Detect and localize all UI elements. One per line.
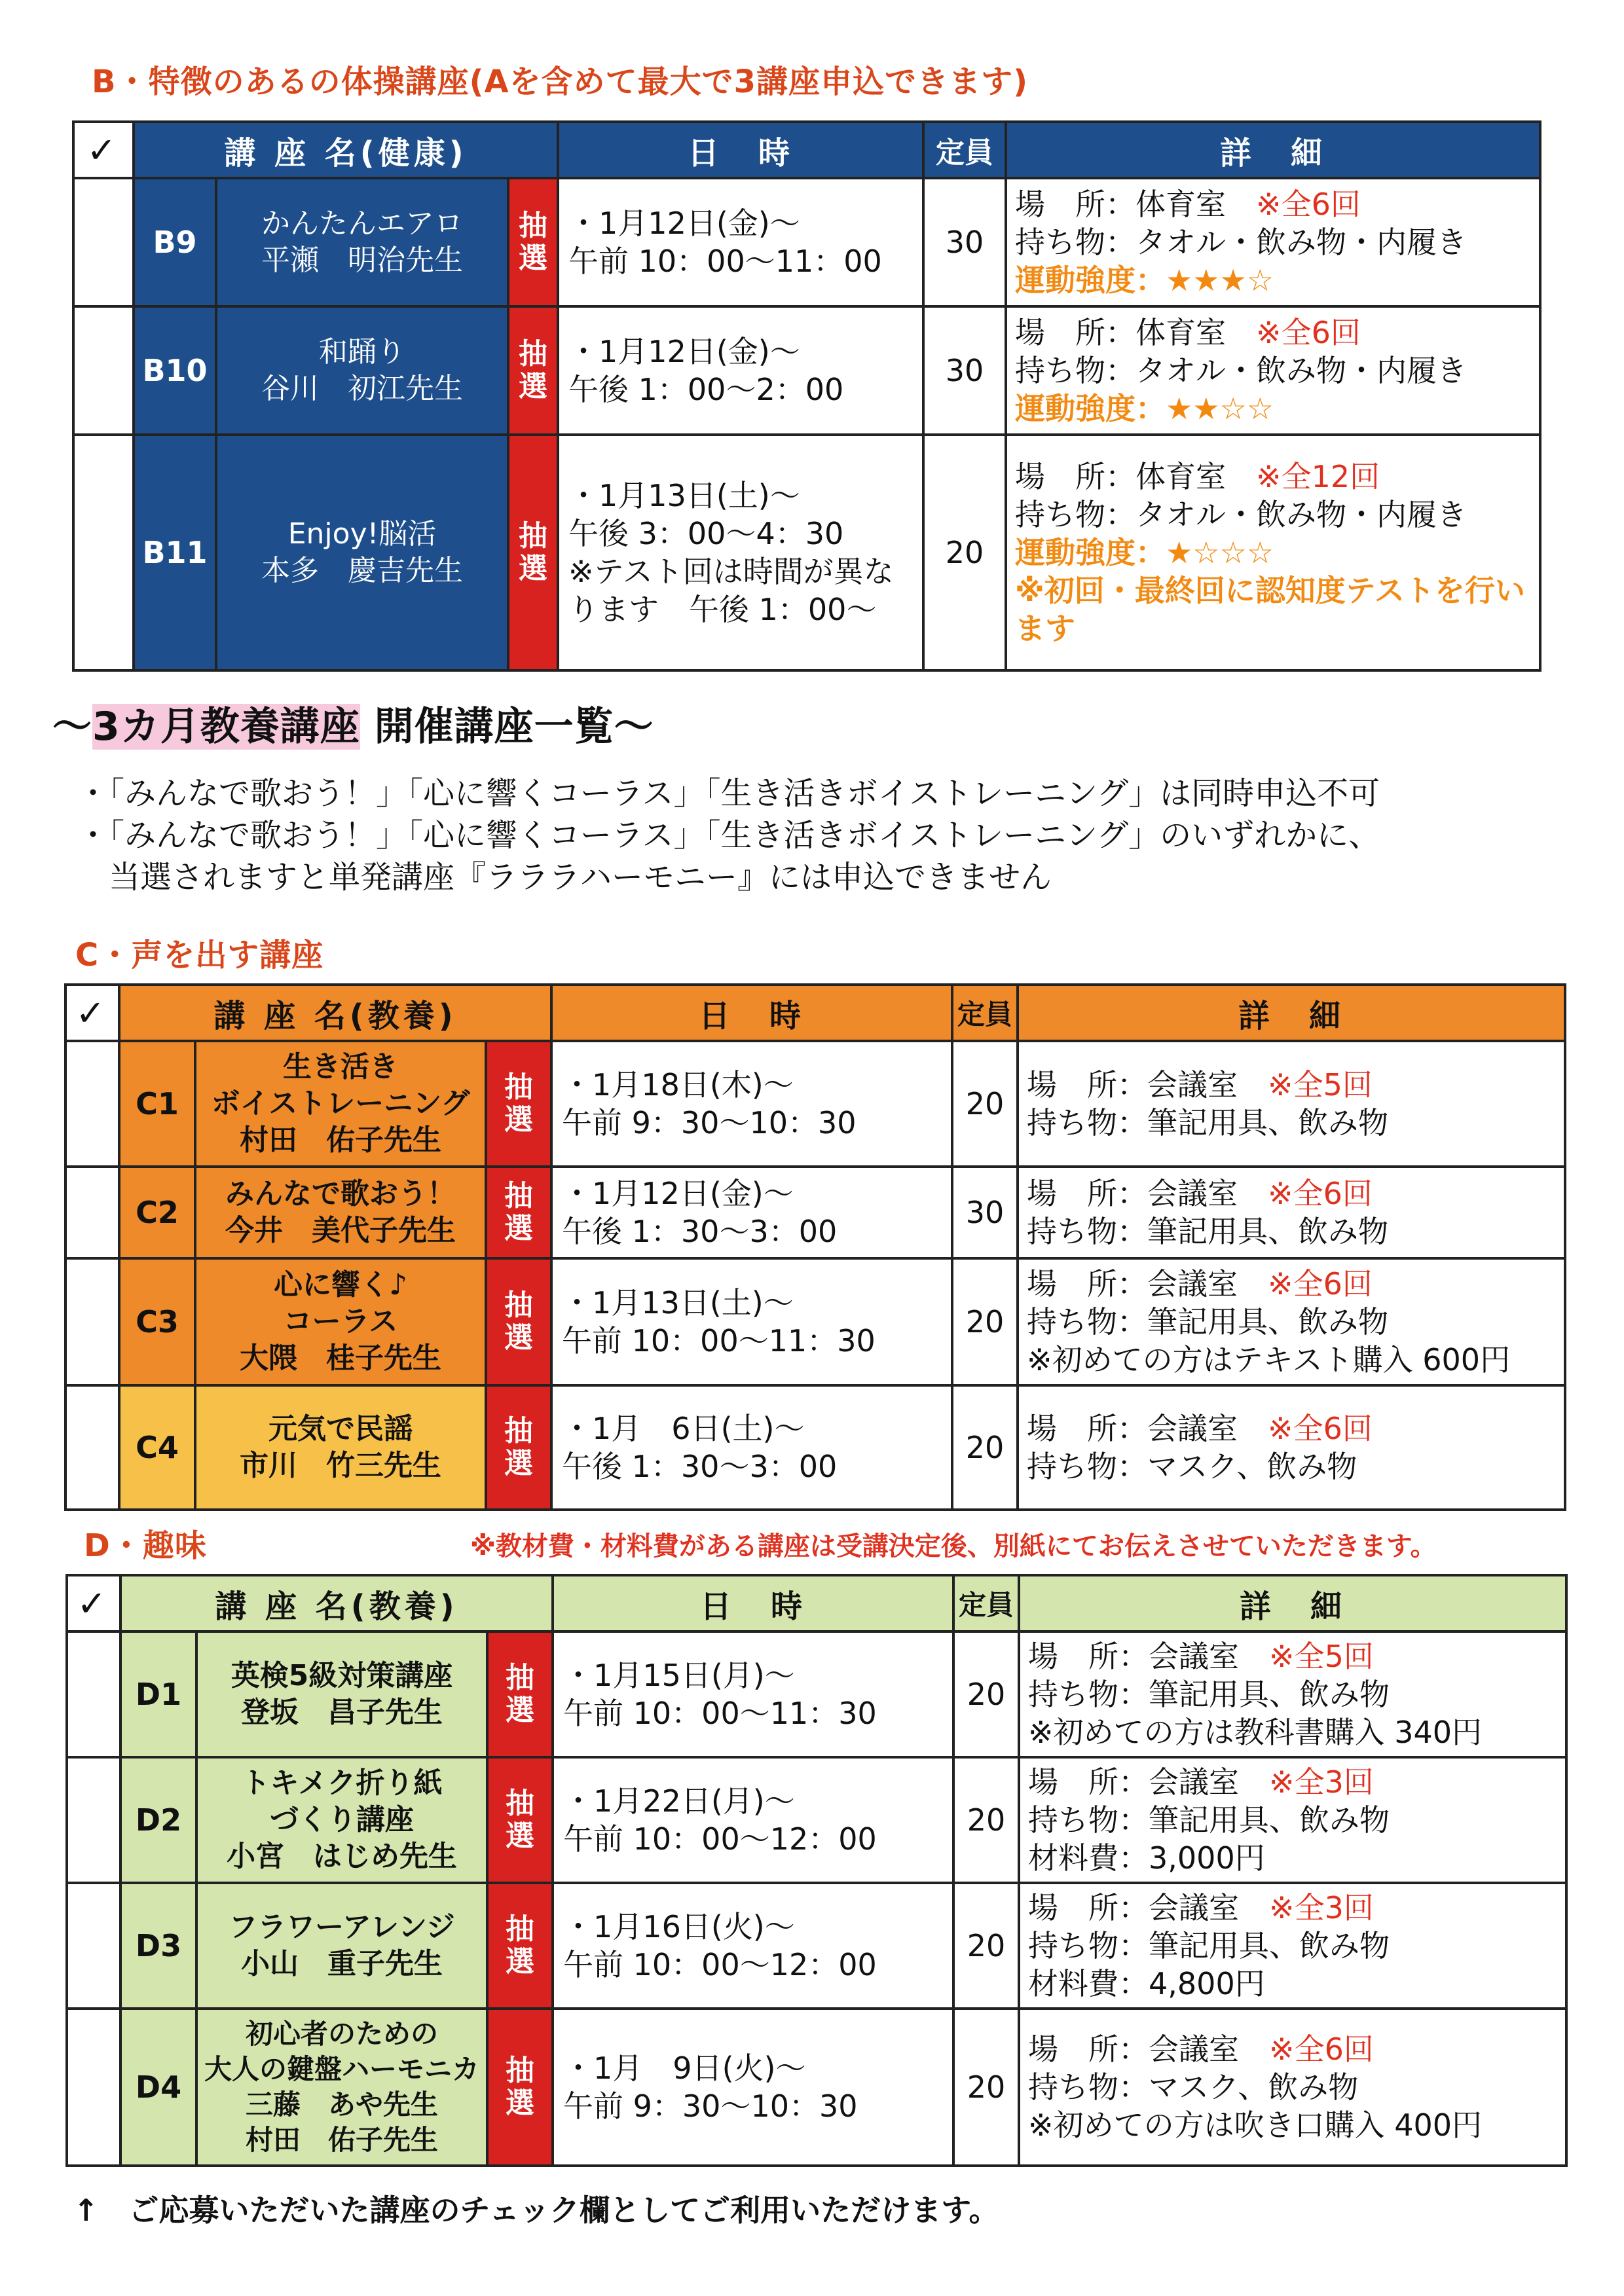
table-row	[65, 1167, 1565, 1258]
datetime-column-header: 日 時	[553, 1575, 953, 1631]
course-name	[216, 435, 508, 670]
table-row	[73, 306, 1540, 435]
course-detail: 場 所：会議室 ※全6回 持ち物：筆記用具、飲み物 ※初めての方はテキスト購入 600円	[1018, 1258, 1565, 1385]
note-line: ・「みんなで歌おう！」「心に響くコーラス」「生き活きボイストレーニング」のいずれかに、	[77, 817, 1380, 854]
check-cell[interactable]	[65, 1258, 119, 1385]
course-detail: 場 所：体育室 ※全12回 持ち物：タオル・飲み物・内履き 運動強度：★☆☆☆ ※初回・最終回に認知度テストを行います	[1006, 435, 1540, 670]
instructor-name: 本多 慶吉先生	[261, 554, 463, 587]
table-header-row	[67, 1575, 1566, 1631]
course-code: C2	[119, 1167, 195, 1258]
table-row	[67, 2009, 1566, 2166]
capacity-column-header: 定員	[923, 122, 1006, 178]
table-header-row	[73, 122, 1540, 178]
course-title: Enjoy!脳活	[287, 517, 437, 551]
table-row	[65, 1258, 1565, 1385]
course-capacity: 30	[923, 178, 1006, 306]
course-detail: 場 所：会議室 ※全6回 持ち物：マスク、飲み物 ※初めての方は吹き口購入 400円	[1019, 2009, 1566, 2166]
test-note: ※初回・最終回に認知度テストを行います	[1015, 573, 1525, 646]
course-datetime: ・1月 9日(火)～ 午前 9：30～10：30	[553, 2009, 953, 2166]
course-datetime: ・1月18日(木)～ 午前 9：30～10：30	[551, 1041, 952, 1167]
check-cell[interactable]	[73, 306, 134, 435]
course-code: C3	[119, 1258, 195, 1385]
check-cell[interactable]	[73, 435, 134, 670]
check-column-header: ✓	[73, 122, 134, 178]
table-row	[65, 1385, 1565, 1510]
lottery-badge: 抽 選	[486, 1258, 551, 1385]
section-d-note: ※教材費・材料費がある講座は受講決定後、別紙にてお伝えさせていただきます。	[470, 1531, 1437, 1561]
lottery-badge: 抽 選	[487, 1631, 553, 1757]
lottery-badge: 抽 選	[487, 2009, 553, 2166]
course-code: C4	[119, 1385, 195, 1510]
exercise-intensity: 運動強度：★☆☆☆	[1015, 535, 1274, 570]
section-d-title: D・趣味	[84, 1527, 207, 1564]
course-code: D1	[120, 1631, 196, 1757]
course-datetime: ・1月16日(火)～ 午前 10：00～12：00	[553, 1883, 953, 2009]
course-capacity: 20	[952, 1258, 1018, 1385]
course-title: かんたんエアロ	[261, 207, 463, 240]
section-c-table	[64, 983, 1566, 1511]
check-cell[interactable]	[67, 1757, 120, 1883]
course-datetime: ・1月12日(金)～ 午後 1：00～2：00	[558, 306, 923, 435]
course-name	[216, 306, 508, 435]
detail-column-header: 詳 細	[1018, 985, 1565, 1041]
check-cell[interactable]	[67, 2009, 120, 2166]
datetime-column-header: 日 時	[558, 122, 923, 178]
lottery-badge: 抽 選	[487, 1757, 553, 1883]
course-detail: 場 所：体育室 ※全6回 持ち物：タオル・飲み物・内履き 運動強度：★★★☆	[1006, 178, 1540, 306]
course-capacity: 20	[952, 1041, 1018, 1167]
footer-note: ↑ ご応募いただいた講座のチェック欄としてご利用いただけます。	[73, 2193, 999, 2228]
exercise-intensity: 運動強度：★★★☆	[1015, 263, 1274, 298]
course-capacity: 20	[952, 1385, 1018, 1510]
course-datetime: ・1月13日(土)～ 午前 10：00～11：30	[551, 1258, 952, 1385]
check-cell[interactable]	[67, 1631, 120, 1757]
up-arrow-icon: ↑	[73, 2193, 99, 2228]
course-datetime: ・1月22日(月)～ 午前 10：00～12：00	[553, 1757, 953, 1883]
lottery-badge: 抽 選	[486, 1041, 551, 1167]
check-column-header: ✓	[65, 985, 119, 1041]
course-name: みんなで歌おう！ 今井 美代子先生	[195, 1167, 486, 1258]
course-title: 和踊り	[319, 335, 405, 369]
course-detail: 場 所：会議室 ※全5回 持ち物：筆記用具、飲み物 ※初めての方は教科書購入 340円	[1019, 1631, 1566, 1757]
course-code: D4	[120, 2009, 196, 2166]
check-column-header: ✓	[67, 1575, 120, 1631]
note-line: 当選されますと単発講座『ラララハーモニー』には申込できません	[77, 859, 1052, 896]
course-list-title: ～3カ月教養講座 開催講座一覧～	[52, 704, 654, 750]
name-column-header: 講 座 名(教養)	[119, 985, 551, 1041]
lottery-badge: 抽 選	[487, 1883, 553, 2009]
capacity-column-header: 定員	[952, 985, 1018, 1041]
course-detail: 場 所：会議室 ※全6回 持ち物：マスク、飲み物	[1018, 1385, 1565, 1510]
section-b-title: B・特徴のあるの体操講座(Aを含めて最大で3講座申込できます)	[92, 64, 1029, 100]
course-name: 生き活き ボイストレーニング 村田 佑子先生	[195, 1041, 486, 1167]
course-datetime: ・1月12日(金)～ 午後 1：30～3：00	[551, 1167, 952, 1258]
course-name	[216, 178, 508, 306]
instructor-name: 平瀬 明治先生	[261, 244, 463, 277]
lottery-badge: 抽 選	[508, 178, 558, 306]
datetime-column-header: 日 時	[551, 985, 952, 1041]
course-capacity: 20	[953, 2009, 1019, 2166]
course-code: D3	[120, 1883, 196, 2009]
lottery-badge: 抽 選	[486, 1385, 551, 1510]
lottery-badge: 抽 選	[508, 435, 558, 670]
note-line: ・「みんなで歌おう！」「心に響くコーラス」「生き活きボイストレーニング」は同時申込不可	[77, 775, 1380, 812]
lottery-badge: 抽 選	[508, 306, 558, 435]
detail-column-header: 詳 細	[1019, 1575, 1566, 1631]
course-detail: 場 所：会議室 ※全3回 持ち物：筆記用具、飲み物 材料費：4,800円	[1019, 1883, 1566, 2009]
table-row	[73, 178, 1540, 306]
course-capacity: 30	[952, 1167, 1018, 1258]
exercise-intensity: 運動強度：★★☆☆	[1015, 391, 1274, 426]
check-cell[interactable]	[65, 1385, 119, 1510]
name-column-header: 講 座 名(教養)	[120, 1575, 553, 1631]
course-code: B9	[134, 178, 216, 306]
check-cell[interactable]	[73, 178, 134, 306]
check-cell[interactable]	[65, 1167, 119, 1258]
check-cell[interactable]	[65, 1041, 119, 1167]
course-code: B10	[134, 306, 216, 435]
course-code: B11	[134, 435, 216, 670]
course-code: D2	[120, 1757, 196, 1883]
course-code: C1	[119, 1041, 195, 1167]
course-detail: 場 所：会議室 ※全6回 持ち物：筆記用具、飲み物	[1018, 1167, 1565, 1258]
instructor-name: 谷川 初江先生	[261, 372, 463, 405]
course-capacity: 30	[923, 306, 1006, 435]
table-header-row	[65, 985, 1565, 1041]
section-b-table	[72, 120, 1541, 672]
check-cell[interactable]	[67, 1883, 120, 2009]
course-name: 英検5級対策講座 登坂 昌子先生	[196, 1631, 487, 1757]
course-name: 元気で民謡 市川 竹三先生	[195, 1385, 486, 1510]
table-row	[73, 435, 1540, 670]
course-detail: 場 所：会議室 ※全3回 持ち物：筆記用具、飲み物 材料費：3,000円	[1019, 1757, 1566, 1883]
course-detail: 場 所：会議室 ※全5回 持ち物：筆記用具、飲み物	[1018, 1041, 1565, 1167]
course-datetime: ・1月 6日(土)～ 午後 1：30～3：00	[551, 1385, 952, 1510]
capacity-column-header: 定員	[953, 1575, 1019, 1631]
course-datetime: ・1月13日(土)～ 午後 3：00～4：30 ※テスト回は時間が異な ります 午後 1：00～	[558, 435, 923, 670]
course-capacity: 20	[953, 1883, 1019, 2009]
course-capacity: 20	[923, 435, 1006, 670]
section-d-table	[65, 1574, 1568, 2167]
table-row	[67, 1883, 1566, 2009]
course-name: フラワーアレンジ 小山 重子先生	[196, 1883, 487, 2009]
course-name: 初心者のための 大人の鍵盤ハーモニカ 三藤 あや先生 村田 佑子先生	[196, 2009, 487, 2166]
course-datetime: ・1月12日(金)～ 午前 10：00～11：00	[558, 178, 923, 306]
course-capacity: 20	[953, 1757, 1019, 1883]
detail-column-header: 詳 細	[1006, 122, 1540, 178]
table-row	[67, 1757, 1566, 1883]
table-row	[67, 1631, 1566, 1757]
table-row	[65, 1041, 1565, 1167]
name-column-header: 講 座 名(健康)	[134, 122, 558, 178]
course-detail: 場 所：体育室 ※全6回 持ち物：タオル・飲み物・内履き 運動強度：★★☆☆	[1006, 306, 1540, 435]
course-name: 心に響く♪ コーラス 大隈 桂子先生	[195, 1258, 486, 1385]
lottery-badge: 抽 選	[486, 1167, 551, 1258]
course-datetime: ・1月15日(月)～ 午前 10：00～11：30	[553, 1631, 953, 1757]
course-capacity: 20	[953, 1631, 1019, 1757]
course-name: トキメク折り紙 づくり講座 小宮 はじめ先生	[196, 1757, 487, 1883]
course-list-notes	[77, 773, 1380, 898]
section-c-title: C・声を出す講座	[75, 937, 324, 974]
